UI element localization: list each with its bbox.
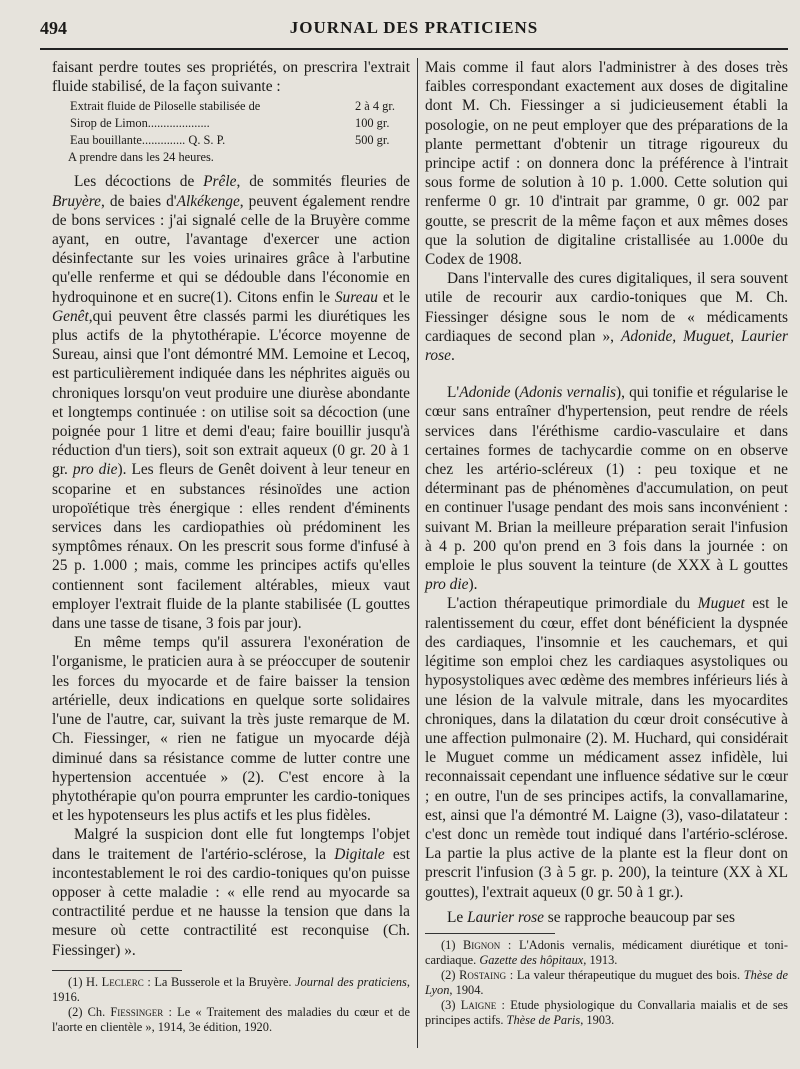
recipe-ingredient: Extrait fluide de Piloselle stabilisée de: [70, 99, 261, 114]
recipe-block: [70, 98, 410, 166]
paragraph: En même temps qu'il assurera l'exonération de l'organisme, le praticien aura à se préoccuper de soutenir les forces du myocarde et de faire baisser la tension artérielle, deux indications en quelque sorte solidaires l'une de l'autre, car, suivant la très juste remarque de M. Ch. Fiessinger, « rien ne fatigue un myocarde déjà diminué dans sa résistance comme de lutter contre une hypertension accentuée » (2). C'est encore à la phytothérapie qu'on pourra emprunter les cardio-toniques et les hypotenseurs les plus actifs et les plus fidèles.: [52, 634, 410, 825]
paragraph: Le Laurier rose se rapproche beaucoup par ses: [447, 908, 735, 926]
footnote-rule: [52, 970, 182, 971]
page-header: [40, 18, 788, 44]
paragraph-gap: [425, 365, 788, 383]
paragraph: L'Adonide (Adonis vernalis), qui tonifie et régularise le cœur sans entraîner d'hypertension, peut rendre de réels services dans l'éréthisme cardio-vasculaire et dans certaines formes de tachycardie comme on en observe chez les artério-scléreux (1) : peu toxique et ne déterminant pas de phénomènes d'accumulation, on peut en continuer l'usage pendant des mois sans inconvénient : suivant M. Brian la meilleure préparation serait l'infusion à 4 p. 200 qu'on prend en 3 fois dans la journée : on emploie le plus souvent la teinture (de XXX à L gouttes pro die).: [425, 384, 788, 594]
footnote: (2) Ch. Fiessinger : Le « Traitement des maladies du cœur et de l'aorte en clientèle », 1914, 3e édition, 1920.: [52, 1004, 411, 1034]
right-column: [425, 58, 788, 1028]
header-rule: [40, 48, 788, 50]
footnote: (2) Rostaing : La valeur thérapeutique du muguet des bois. Thèse de Lyon, 1904.: [425, 967, 789, 997]
recipe-quantity: 100 gr.: [355, 116, 390, 131]
recipe-quantity: 500 gr.: [355, 133, 390, 148]
column-divider: [417, 58, 418, 1048]
recipe-line: [70, 132, 410, 149]
running-title: JOURNAL DES PRATICIENS: [289, 18, 539, 37]
paragraph: Malgré la suspicion dont elle fut longtemps l'objet dans le traitement de l'artério-sclérose, la Digitale est incontestablement le roi des cardio-toniques qu'on puisse opposer à cette maladie : « elle rend au myocarde sa contractilité perdue et ne hausse la tension que dans la mesure où cette contractilité est reconquise (Ch. Fiessinger) ».: [52, 826, 410, 959]
footnote: (1) Bignon : L'Adonis vernalis, médicament diurétique et toni-cardiaque. Gazette des hôpitaux, 1913.: [425, 937, 788, 967]
paragraph: Les décoctions de Prêle, de sommités fleuries de Bruyère, de baies d'Alkékenge, peuvent également rendre de bons services : j'ai signalé celle de la Bruyère comme ayant, en outre, l'avantage d'exercer une action désinfectante sur les voies urinaires grâce à l'arbutine qu'elle renferme et qui se dédouble dans l'économie en hydroquinone et en sucre(1). Citons enfin le Sureau et le Genêt,qui peuvent être classés parmi les diurétiques les plus actifs de la phytothérapie. L'écorce moyenne de Sureau, ainsi que l'ont démontré MM. Lemoine et Lecoq, est particulièrement indiquée dans les néphrites aiguës ou chroniques lorsqu'on veut produire une diurèse abondante et longtemps continuée : on utilise soit sa décoction (une poignée pour 1 litre et demi d'eau; faire bouillir jusqu'à réduction d'un tiers), soit son extrait aqueux (0 gr. 20 à 1 gr. pro die). Les fleurs de Genêt doivent à leur teneur en scoparine et en substances résinoïdes une action uropoïétique très énergique : elles rendent d'éminents services dans les cardiopathies où prédominent les symptômes rénaux. On les prescrit sous forme d'infusé à 25 p. 1.000 ; mais, comme les principes actifs qu'elles contiennent sont facilement altérables, mieux vaut employer l'extrait fluide de la plante stabilisée (L gouttes dans une tasse de tisane, 3 fois par jour).: [52, 173, 410, 633]
recipe-line: [70, 98, 410, 115]
paragraph: Mais comme il faut alors l'administrer à des doses très faibles correspondant exactement aux doses de digitaline dont M. Ch. Fiessinger a si judicieusement établi la posologie, on ne peut employer que des préparations de la plante permettant d'obtenir un titrage rigoureux du principe actif : on donnera donc la préférence à l'intrait sous forme de solution à 10 p. 1.000. Cette solution qui renferme 0 gr. 10 d'intrait par gramme, 0 gr. 002 par goutte, se prescrit de la même façon et aux mêmes doses que la solution de digitaline cristallisée au 1.000e du Codex de 1908.: [425, 59, 788, 269]
page-number: 494: [40, 18, 67, 38]
footnote: (3) Laigne : Etude physiologique du Convallaria maialis et de ses principes actifs. Thèse de Paris, 1903.: [425, 997, 788, 1027]
recipe-ingredient: Eau bouillante.............. Q. S. P.: [70, 133, 226, 148]
paragraph: faisant perdre toutes ses propriétés, on prescrira l'extrait fluide stabilisé, de la façon suivante :: [52, 59, 410, 96]
recipe-note: A prendre dans les 24 heures.: [68, 150, 214, 165]
recipe-ingredient: Sirop de Limon....................: [70, 116, 210, 131]
footnote-rule: [425, 933, 555, 934]
footnote: (1) H. Leclerc : La Busserole et la Bruyère. Journal des praticiens, 1916.: [52, 974, 410, 1004]
left-column: [52, 58, 410, 1035]
paragraph: Dans l'intervalle des cures digitaliques, il sera souvent utile de recourir aux cardio-toniques que M. Ch. Fiessinger désigne sous le nom de « médicaments cardiaques de second plan », Adonide, Muguet, Laurier rose.: [425, 270, 788, 365]
recipe-quantity: 2 à 4 gr.: [355, 99, 395, 114]
recipe-line: [70, 115, 410, 132]
paragraph: L'action thérapeutique primordiale du Muguet est le ralentissement du cœur, effet dont bénéficient la dyspnée des cardiaques, l'insomnie et les cauchemars, et qui légitime son emploi chez les cardiaques asystoliques ou hyposystoliques avec œdème des membres inférieurs liés à une lésion de la valvule mitrale, dans les myocardites chroniques, dans la dilatation du cœur droit consécutive à une affection pulmonaire (2). M. Huchard, qui considérait le Muguet comme un médicament assez infidèle, lui reconnaissait cependant une influence sédative sur le cœur ; en outre, l'un de ses principes actifs, la convallamarine, est, ainsi que l'a démontré M. Laigne (3), vaso-dilatateur : c'est donc un remède tout indiqué dans l'artério-sclérose. La partie la plus active de la plante est la fleur dont on prescrit l'infusion (3 à 5 gr. p. 200), la teinture (XX à XL gouttes), l'extrait aqueux (0 gr. 50 à 1 gr.).: [425, 595, 788, 901]
